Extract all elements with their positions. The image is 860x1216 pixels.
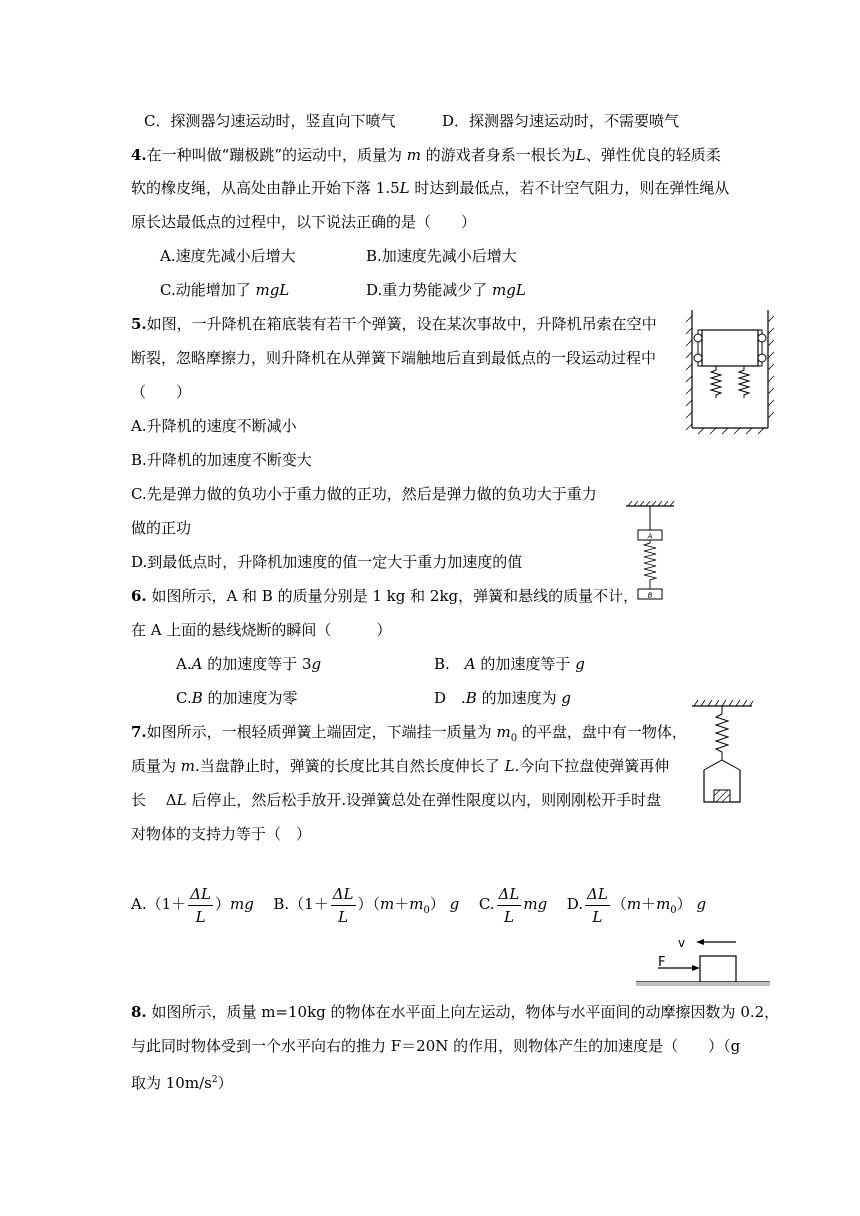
fraction: $\frac{\Delta L}{L}$ bbox=[498, 884, 520, 926]
q4-line-1: 4.在一种叫做“蹦极跳”的运动中，质量为 m 的游戏者身系一根长为L、弹性优良的轻质柔 bbox=[131, 146, 721, 164]
q7-option-a: A.（1＋ $\frac{\Delta L}{L}$ ）mg bbox=[131, 884, 254, 926]
q5-option-b: B.升降机的加速度不断变大 bbox=[131, 451, 312, 469]
spring-blocks-figure bbox=[622, 500, 678, 604]
q7-line-3: 长 ΔL 后停止，然后松手放开.设弹簧总处在弹性限度以内，则刚刚松开手时盘 bbox=[131, 791, 662, 809]
q7-line-2: 质量为 m.当盘静止时，弹簧的长度比其自然长度伸长了 L.今向下拉盘使弹簧再伸 bbox=[131, 757, 670, 775]
q5-line-2: 断裂，忽略摩擦力，则升降机在从弹簧下端触地后直到最低点的一段运动过程中 bbox=[131, 349, 657, 367]
q4-line-2: 软的橡皮绳，从高处由静止开始下落 1.5L 时达到最低点，若不计空气阻力，则在弹性绳从 bbox=[131, 179, 730, 197]
q7-options bbox=[131, 882, 706, 933]
fraction: $\frac{\Delta L}{L}$ bbox=[190, 884, 211, 926]
q8-line-3: 取为 $10m/s^2$） bbox=[131, 1074, 233, 1092]
q5-option-a: A.升降机的速度不断减小 bbox=[131, 417, 297, 435]
q6-option-b: B. A 的加速度等于 g bbox=[434, 655, 585, 673]
q5-option-c: C.先是弹力做的负功小于重力做的正功，然后是弹力做的负功大于重力 bbox=[131, 485, 597, 503]
q8-line-1: 8. 如图所示，质量 m=10kg 的物体在水平面上向左运动，物体与水平面间的动摩擦因数为 0.2， bbox=[131, 1003, 780, 1021]
q6-option-a: A.A 的加速度等于 3g bbox=[176, 655, 322, 673]
q3-option-c: C．探测器匀速运动时，竖直向下喷气 bbox=[144, 112, 396, 130]
velocity-label: v bbox=[678, 936, 686, 950]
force-label: F bbox=[658, 955, 666, 970]
block-b-label: B bbox=[647, 591, 653, 600]
q4-option-c: C.动能增加了 mgL bbox=[160, 281, 290, 299]
q4-line-3: 原长达最低点的过程中，以下说法正确的是（ ） bbox=[131, 213, 477, 231]
fraction: $\frac{\Delta L}{L}$ bbox=[587, 884, 608, 926]
q6-line-1: 6. 如图所示，A 和 B 的质量分别是 1 kg 和 2kg，弹簧和悬线的质量不计， bbox=[131, 587, 639, 605]
q4-option-b: B.加速度先减小后增大 bbox=[366, 247, 517, 265]
block-a-label: A bbox=[647, 532, 653, 541]
elevator-figure bbox=[684, 308, 780, 436]
q6-line-2: 在 A 上面的悬线烧断的瞬间（ ） bbox=[131, 621, 392, 639]
q6-option-c: C.B 的加速度为零 bbox=[176, 689, 298, 707]
q4-option-a: A.速度先减小后增大 bbox=[160, 247, 296, 265]
spring-pan-figure bbox=[690, 696, 754, 808]
q3-option-d: D．探测器匀速运动时，不需要喷气 bbox=[442, 112, 680, 130]
q7-option-d: D. $\frac{\Delta L}{L}$ $(m+m_0)$ g bbox=[566, 884, 707, 926]
q5-option-c-cont: 做的正功 bbox=[131, 519, 192, 537]
q7-line-1: 7.如图所示，一根轻质弹簧上端固定，下端挂一质量为 $m_0$ 的平盘，盘中有一物体， bbox=[131, 723, 687, 744]
q7-line-4: 对物体的支持力等于（ ） bbox=[131, 825, 312, 843]
q5-option-d: D.到最低点时，升降机加速度的值一定大于重力加速度的值 bbox=[131, 553, 523, 571]
block-force-figure bbox=[636, 936, 772, 990]
q8-line-2: 与此同时物体受到一个水平向右的推力 F＝20N 的作用，则物体产生的加速度是（ ）（g bbox=[131, 1037, 741, 1055]
fraction: $\frac{\Delta L}{L}$ bbox=[332, 884, 354, 926]
q7-option-b: B.（1＋ $\frac{\Delta L}{L}$ ）$(m+m_0)$ g bbox=[273, 884, 460, 926]
q5-line-1: 5.如图，一升降机在箱底装有若干个弹簧，设在某次事故中，升降机吊索在空中 bbox=[131, 315, 657, 333]
q5-paren: （ ） bbox=[131, 383, 192, 401]
q6-option-d: D .B 的加速度为 g bbox=[434, 689, 571, 707]
q4-option-d: D.重力势能减少了 mgL bbox=[366, 281, 526, 299]
q7-option-c: C. $\frac{\Delta L}{L}$ mg bbox=[478, 884, 548, 926]
